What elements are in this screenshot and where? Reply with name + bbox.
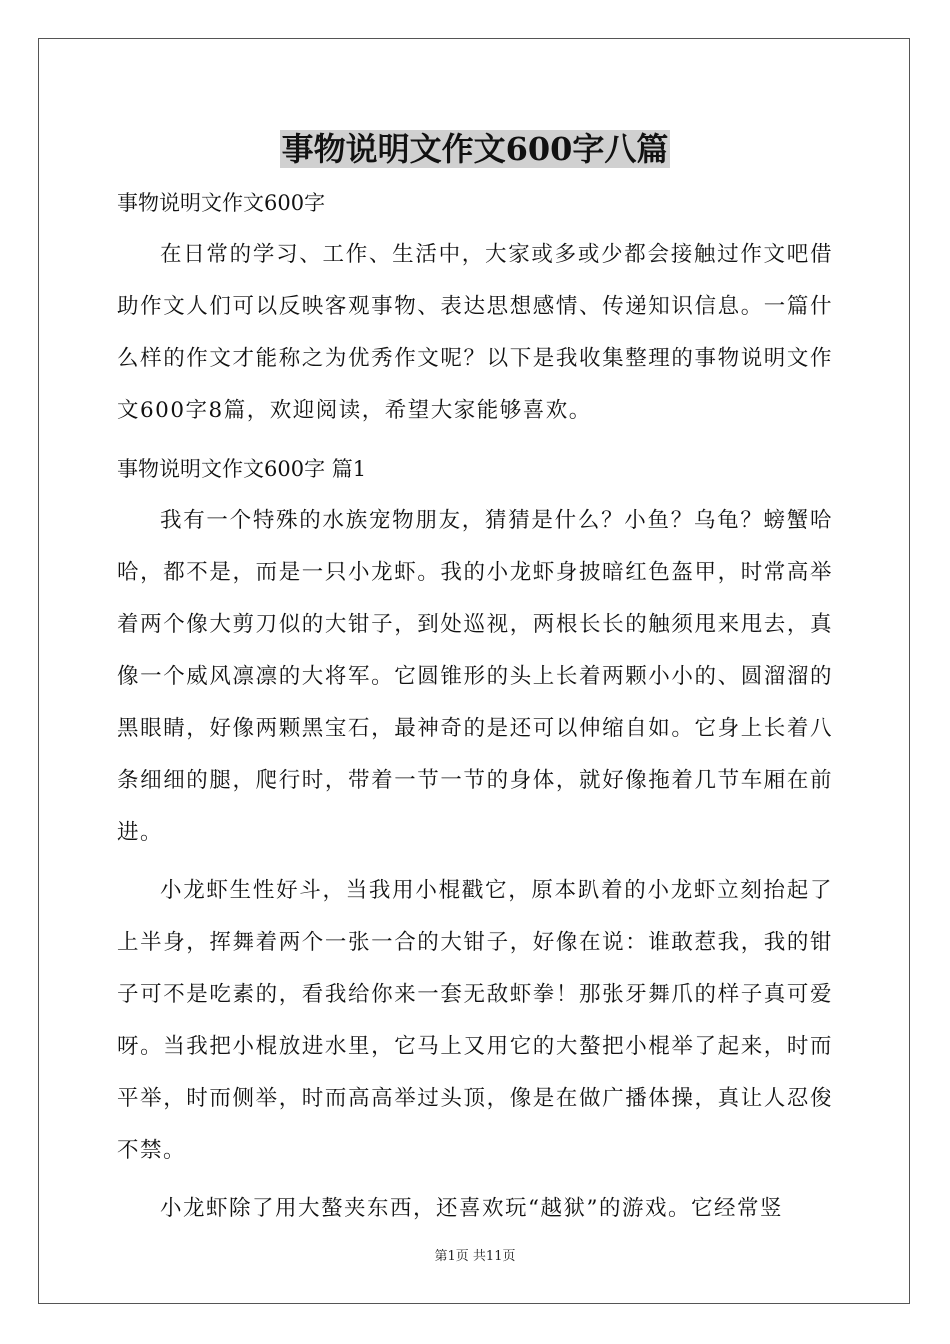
- intro-paragraph: 在日常的学习、工作、生活中，大家或多或少都会接触过作文吧借助作文人们可以反映客观事物、表达思想感情、传递知识信息。一篇什么样的作文才能称之为优秀作文呢？以下是我收集整理的事物说明文作文600字8篇，欢迎阅读，希望大家能够喜欢。: [117, 242, 833, 423]
- body-paragraph: 我有一个特殊的水族宠物朋友，猜猜是什么？小鱼？乌龟？螃蟹哈哈，都不是，而是一只小龙虾。我的小龙虾身披暗红色盔甲，时常高举着两个像大剪刀似的大钳子，到处巡视，两根长长的触须甩来甩去，真像一个威风凛凛的大将军。它圆锥形的头上长着两颗小小的、圆溜溜的黑眼睛，好像两颗黑宝石，最神奇的是还可以伸缩自如。它身上长着八条细细的腿，爬行时，带着一节一节的身体，就好像拖着几节车厢在前进。: [117, 508, 833, 845]
- section-heading: 事物说明文作文600字 篇1: [117, 457, 367, 481]
- document-body: [117, 125, 833, 1241]
- document-title-text: 事物说明文作文600字八篇: [281, 130, 669, 168]
- body-paragraph: 小龙虾生性好斗，当我用小棍戳它，原本趴着的小龙虾立刻抬起了上半身，挥舞着两个一张一合的大钳子，好像在说：谁敢惹我，我的钳子可不是吃素的，看我给你来一套无敌虾拳！那张牙舞爪的样子真可爱呀。当我把小棍放进水里，它马上又用它的大螯把小棍举了起来，时而平举，时而侧举，时而高高举过头顶，像是在做广播体操，真让人忍俊不禁。: [117, 878, 833, 1163]
- document-title: [117, 125, 833, 173]
- page-number-footer: 第1页 共11页: [434, 1249, 516, 1264]
- body-paragraph: 小龙虾除了用大螯夹东西，还喜欢玩“越狱”的游戏。它经常竖: [160, 1196, 783, 1221]
- intro-heading: 事物说明文作文600字: [117, 191, 326, 215]
